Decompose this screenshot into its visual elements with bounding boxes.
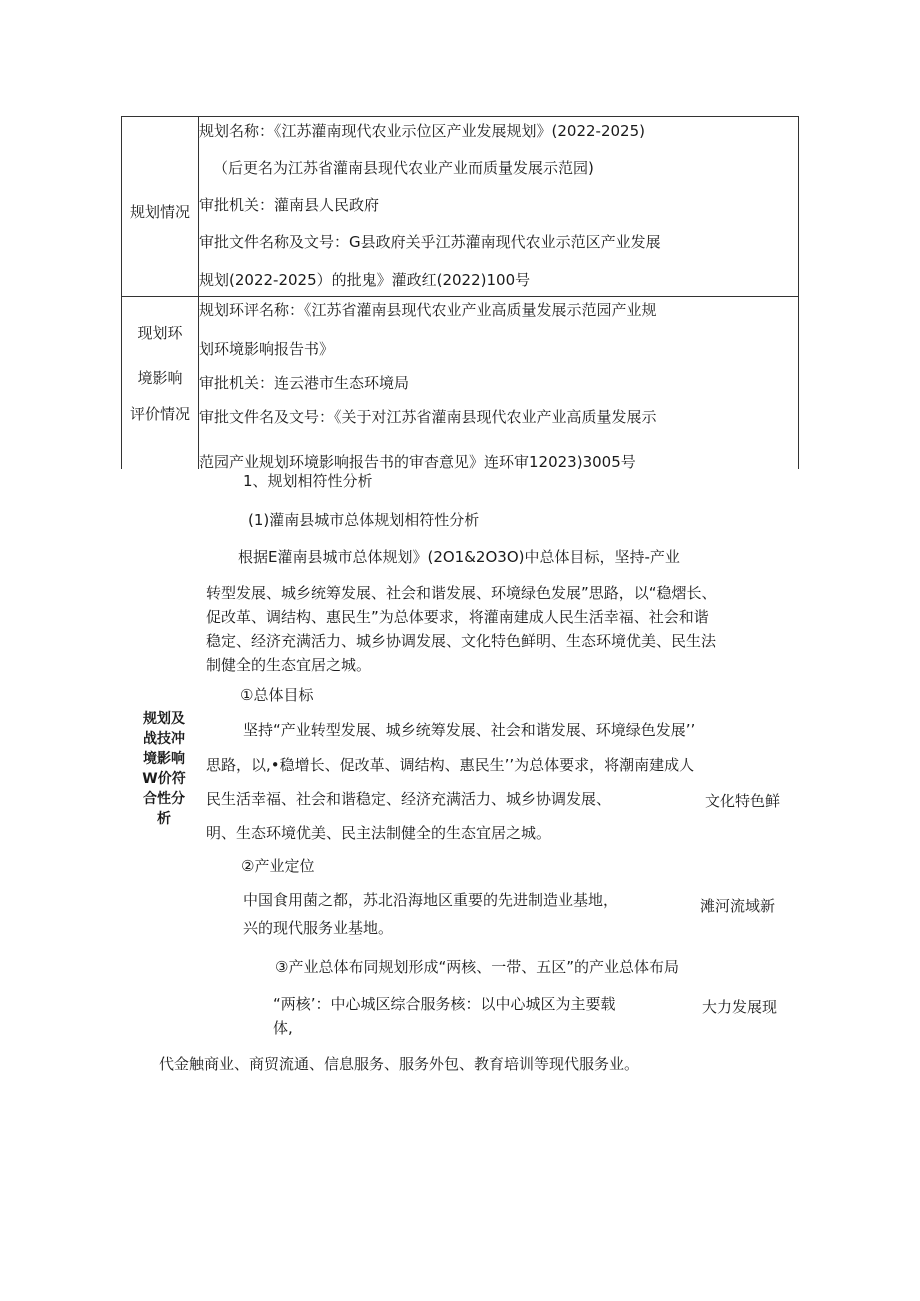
side-label-line: W价符 [142,771,186,787]
approval-document-line-2: 规划(2022-2025）的批鬼》灌政红(2022)100号 [199,271,531,289]
side-label-line: 合性分 [143,791,185,807]
paragraph-fragment: 滩河流域新 [700,897,776,915]
subsection-heading: (1)灌南县城市总体规划相符性分析 [248,511,480,529]
paragraph-line: “两核’：中心城区综合服务核：以中心城区为主要载 [273,995,616,1013]
eia-name-line: 规划环评名称：《江苏省灌南县现代农业产业高质量发展示范园产业规 [199,301,657,319]
paragraph-fragment: 文化特色鲜 [705,792,781,810]
paragraph-line: 稳定、经济充满活力、城乡协调发展、文化特色鲜明、生态环境优美、民生法 [206,632,717,650]
row-header-eia-3: 评价情况 [129,405,190,423]
row-header-planning: 规划情况 [129,203,190,221]
side-label-line: 境影响 [143,751,185,767]
goal-heading: ①总体目标 [240,686,314,704]
paragraph-line: 思路，以,•稳增长、促改革、调结构、惠民生’’为总体要求，将潮南建成人 [206,756,695,774]
eia-name-line-2: 划环境影响报告书》 [199,340,335,358]
paragraph-fragment: 体, [273,1019,293,1037]
approval-document-line: 审批文件名称及文号：G县政府关乎江苏灌南现代农业示范区产业发展 [199,233,661,251]
paragraph-fragment: 大力发展现 [702,998,778,1016]
planning-table [121,116,799,469]
eia-document-line-2: 范园产业规划环境影响报告书的审杳意见》连环审12023)3005号 [199,453,636,471]
side-label-line: 战技冲 [143,731,185,747]
plan-name-line: 规划名称：《江苏灌南现代农业示位区产业发展规划》(2022-2025) [199,122,645,140]
paragraph-line: 转型发展、城乡统筹发展、社会和谐发展、环境绿色发展”思路，以“稳熠长、 [206,584,717,602]
table-border-right [798,116,799,469]
row-header-eia-1: 现划环 [137,324,183,342]
eia-authority-line: 审批机关：连云港市生态环境局 [199,374,410,392]
side-label-line: 析 [157,811,171,827]
eia-document-line: 审批文件名及文号：《关于对江苏省灌南县现代农业产业高质量发展示 [199,408,657,426]
row-header-eia-2: 境影响 [137,369,183,387]
paragraph-line: 制健全的生态宜居之城。 [206,656,372,674]
paragraph-line: 兴的现代服务业基地。 [243,919,394,937]
paragraph-line: 根据E灌南县城市总体规划》(2O1&2O3O)中总体目标，坚持-产业 [238,548,680,566]
paragraph-line: 促改革、调结构、惠民生”为总体要求，将灌南建成人民生活幸福、社会和谐 [206,608,709,626]
paragraph-line: 代金触商业、商贸流通、信息服务、服务外包、教育培训等现代服务业。 [159,1055,640,1073]
paragraph-line: 明、生态环境优美、民主法制健全的生态宜居之城。 [206,824,552,842]
plan-rename-line: （后更名为江苏省灌南县现代农业产业而质量发展示范园) [213,159,594,177]
approval-authority-line: 审批机关：灌南县人民政府 [199,196,380,214]
layout-heading: ③产业总体布同规划形成“两核、一带、五区”的产业总体布局 [275,958,679,976]
table-border-top [121,116,799,117]
table-row-divider [121,296,799,297]
paragraph-line: 民生活幸福、社会和谐稳定、经济充满活力、城乡协调发展、 [206,790,612,808]
side-label-line: 规划及 [143,711,185,727]
paragraph-line: 坚持“产业转型发展、城乡统筹发展、社会和谐发展、环境绿色发展’’ [243,721,696,739]
section-heading: 1、规划相符性分析 [243,472,373,490]
positioning-heading: ②产业定位 [241,857,315,875]
side-label [138,709,190,829]
paragraph-line: 中国食用菌之都，苏北沿海地区重要的先进制造业基地， [243,891,619,909]
